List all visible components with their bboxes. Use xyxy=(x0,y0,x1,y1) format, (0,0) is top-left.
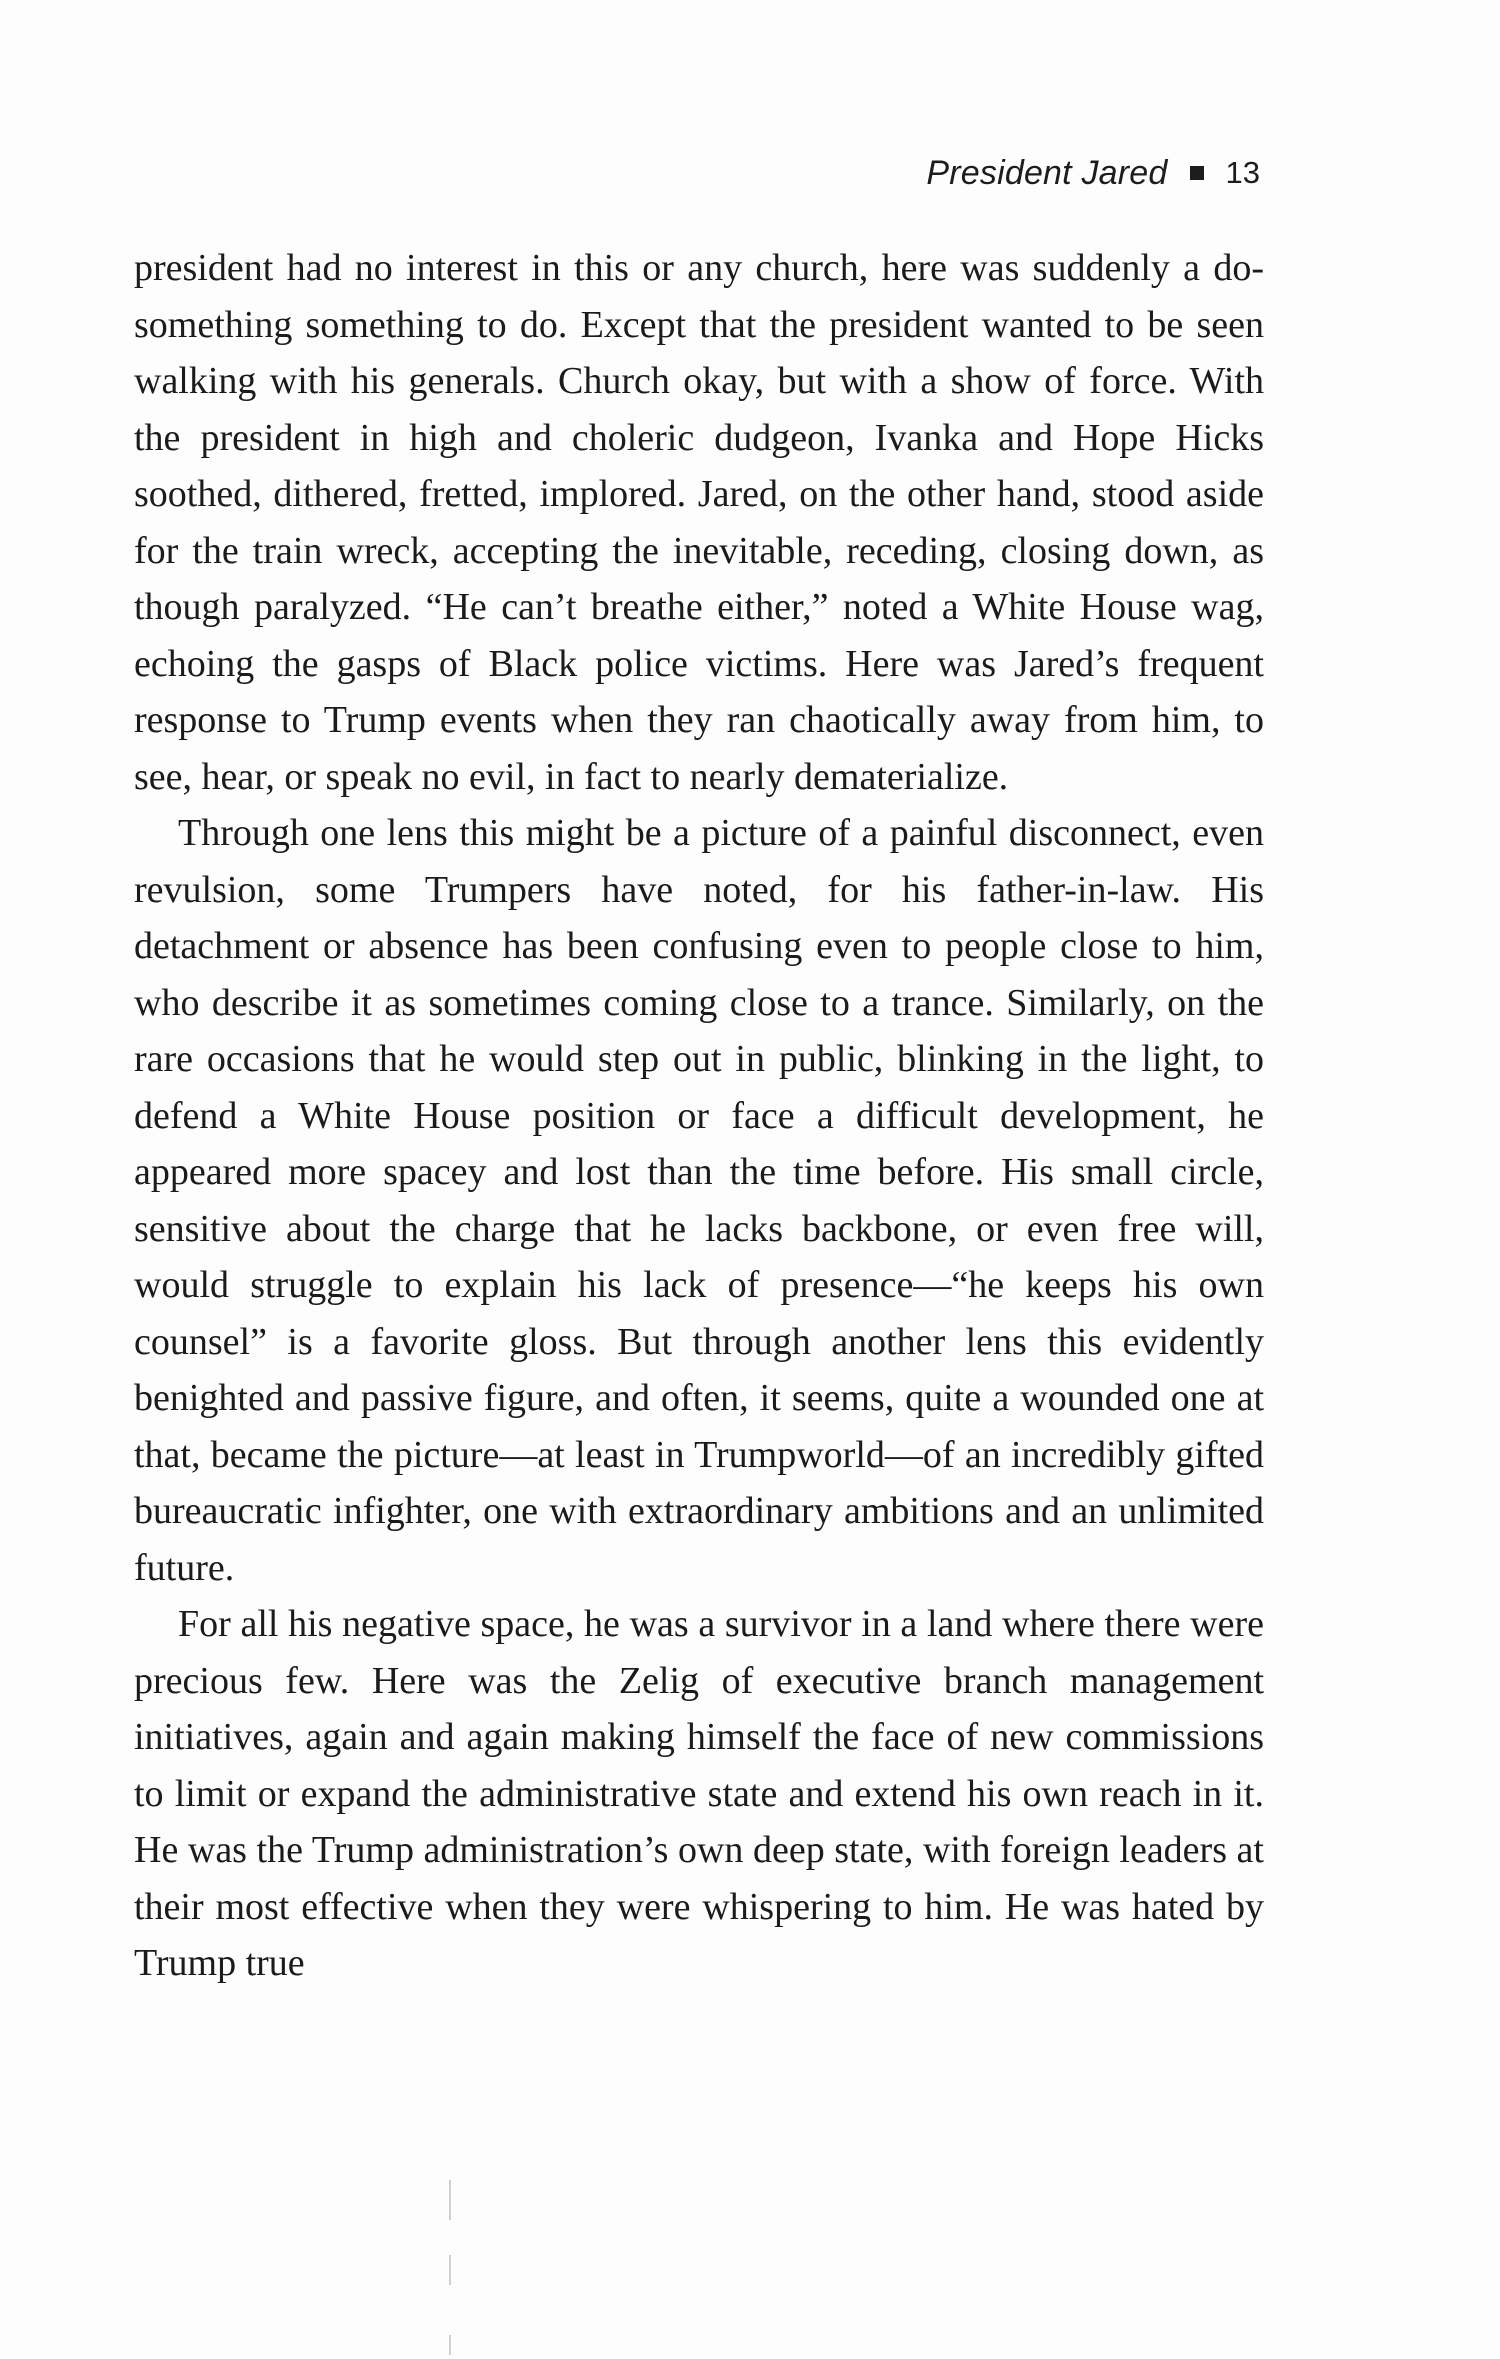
paragraph-1: president had no interest in this or any church, here was suddenly a do-something something to do. Except that the president wanted to be seen walking with his generals. Church okay, but with a show of force. With the president in high and choleric dudgeon, Ivanka and Hope Hicks soothed, dithered, fretted, implored. Jared, on the other hand, stood aside for the train wreck, accepting the inevitable, receding, closing down, as though paralyzed. “He can’t breathe either,” noted a White House wag, echoing the gasps of Black police victims. Here was Jared’s frequent response to Trump events when they ran chaotically away from him, to see, hear, or speak no evil, in fact to nearly dematerialize. xyxy=(134,247,1264,798)
scan-artifact xyxy=(449,2255,451,2285)
running-head xyxy=(926,148,1260,198)
scan-artifact xyxy=(449,2180,451,2220)
running-title: President Jared xyxy=(926,153,1168,192)
square-bullet-icon xyxy=(1190,166,1204,180)
body-text xyxy=(134,240,1264,1992)
scan-artifact xyxy=(449,2335,451,2355)
paragraph-2: Through one lens this might be a picture of a painful disconnect, even revulsion, some Trumpers have noted, for his father-in-law. His detachment or absence has been confusing even to people close to him, who describe it as sometimes coming close to a trance. Similarly, on the rare occasions that he would step out in public, blinking in the light, to defend a White House position or face a difficult development, he appeared more spacey and lost than the time before. His small circle, sensitive about the charge that he lacks backbone, or even free will, would struggle to explain his lack of presence—“he keeps his own counsel” is a favorite gloss. But through another lens this evidently benighted and passive figure, and often, it seems, quite a wounded one at that, became the picture—at least in Trumpworld—of an incredibly gifted bureaucratic infighter, one with extraordinary ambitions and an unlimited future. xyxy=(134,812,1264,1589)
paragraph-3: For all his negative space, he was a survivor in a land where there were precious few. Here was the Zelig of executive branch management initiatives, again and again making himself the face of new commissions to limit or expand the administrative state and extend his own reach in it. He was the Trump administration’s own deep state, with foreign leaders at their most effective when they were whispering to him. He was hated by Trump true xyxy=(134,1603,1264,1984)
page-number: 13 xyxy=(1225,155,1260,190)
